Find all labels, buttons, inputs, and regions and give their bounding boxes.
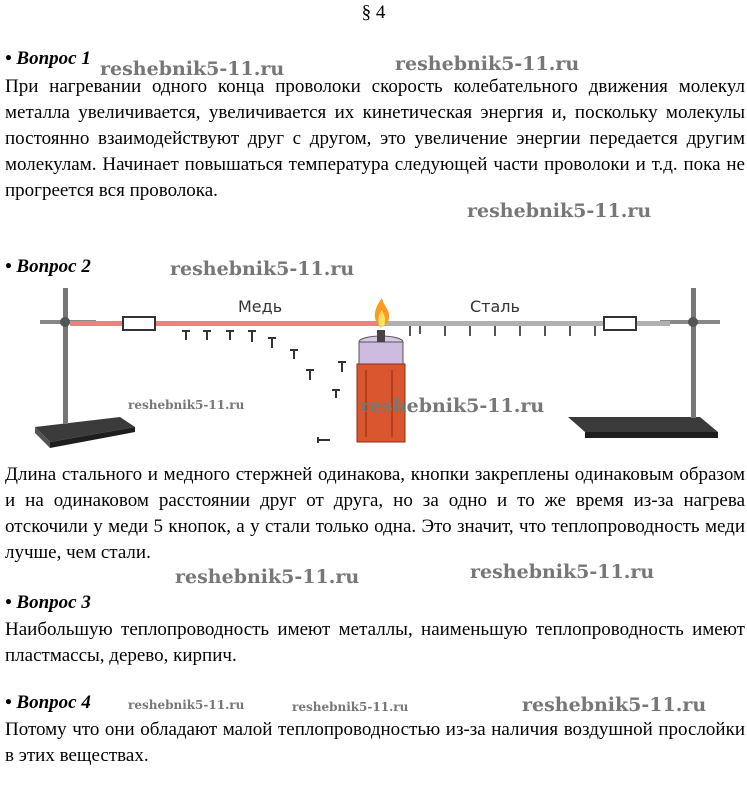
watermark-text: reshebnik5-11.ru: [100, 58, 285, 80]
watermark-text: reshebnik5-11.ru: [360, 395, 545, 417]
copper-pins: [182, 330, 256, 342]
watermark-text: reshebnik5-11.ru: [292, 700, 409, 714]
question-2-heading: • Вопрос 2: [5, 256, 91, 277]
watermark-text: reshebnik5-11.ru: [467, 200, 652, 222]
question-1-heading: • Вопрос 1: [5, 48, 91, 69]
question-3-answer: Наибольшую теплопроводность имеют металлы, наименьшую теплопроводность имеют пластмассы, дерево, кирпич.: [5, 619, 745, 666]
steel-label: Сталь: [470, 297, 520, 316]
watermark-text: reshebnik5-11.ru: [170, 258, 355, 280]
watermark-text: reshebnik5-11.ru: [128, 698, 245, 712]
watermark-text: reshebnik5-11.ru: [128, 398, 245, 412]
burner: [357, 298, 405, 442]
watermark-text: reshebnik5-11.ru: [522, 694, 707, 716]
watermark-text: reshebnik5-11.ru: [395, 53, 580, 75]
left-stand: [35, 288, 135, 448]
watermark-text: reshebnik5-11.ru: [470, 561, 655, 583]
question-4-heading: • Вопрос 4: [5, 692, 91, 713]
section-title: § 4: [361, 2, 386, 23]
heat-conduction-figure: [0, 282, 747, 462]
watermark-text: reshebnik5-11.ru: [175, 566, 360, 588]
right-clamp: [604, 317, 636, 330]
right-stand: [568, 288, 720, 438]
question-1-answer: При нагревании одного конца проволоки скорость колебательного движения молекул металла увеличивается, увеличивается их кинетическая энергия и, поскольку молекулы постоянно взаимодействуют друг с другом, это увеличение энергии передается другим молекулам. Начинает повышаться температура следующей части проволоки и т.д. пока не прогреется вся проволока.: [5, 76, 745, 201]
question-4-answer: Потому что они обладают малой теплопроводностью из-за наличия воздушной прослойки в этих веществах.: [5, 719, 745, 766]
question-2-answer: Длина стального и медного стержней одинакова, кнопки закреплены одинаковым образом и на одинаковом расстоянии друг от друга, но за одно и то же время из-за нагрева отскочили у меди 5 кнопок, а у стали только одна. Это значит, что теплопроводность меди лучше, чем стали.: [5, 464, 745, 563]
copper-label: Медь: [238, 297, 283, 316]
left-clamp: [123, 317, 155, 330]
question-3-heading: • Вопрос 3: [5, 592, 91, 613]
steel-pins: [410, 326, 595, 336]
copper-rod: [70, 321, 380, 326]
falling-pins: [268, 338, 346, 443]
